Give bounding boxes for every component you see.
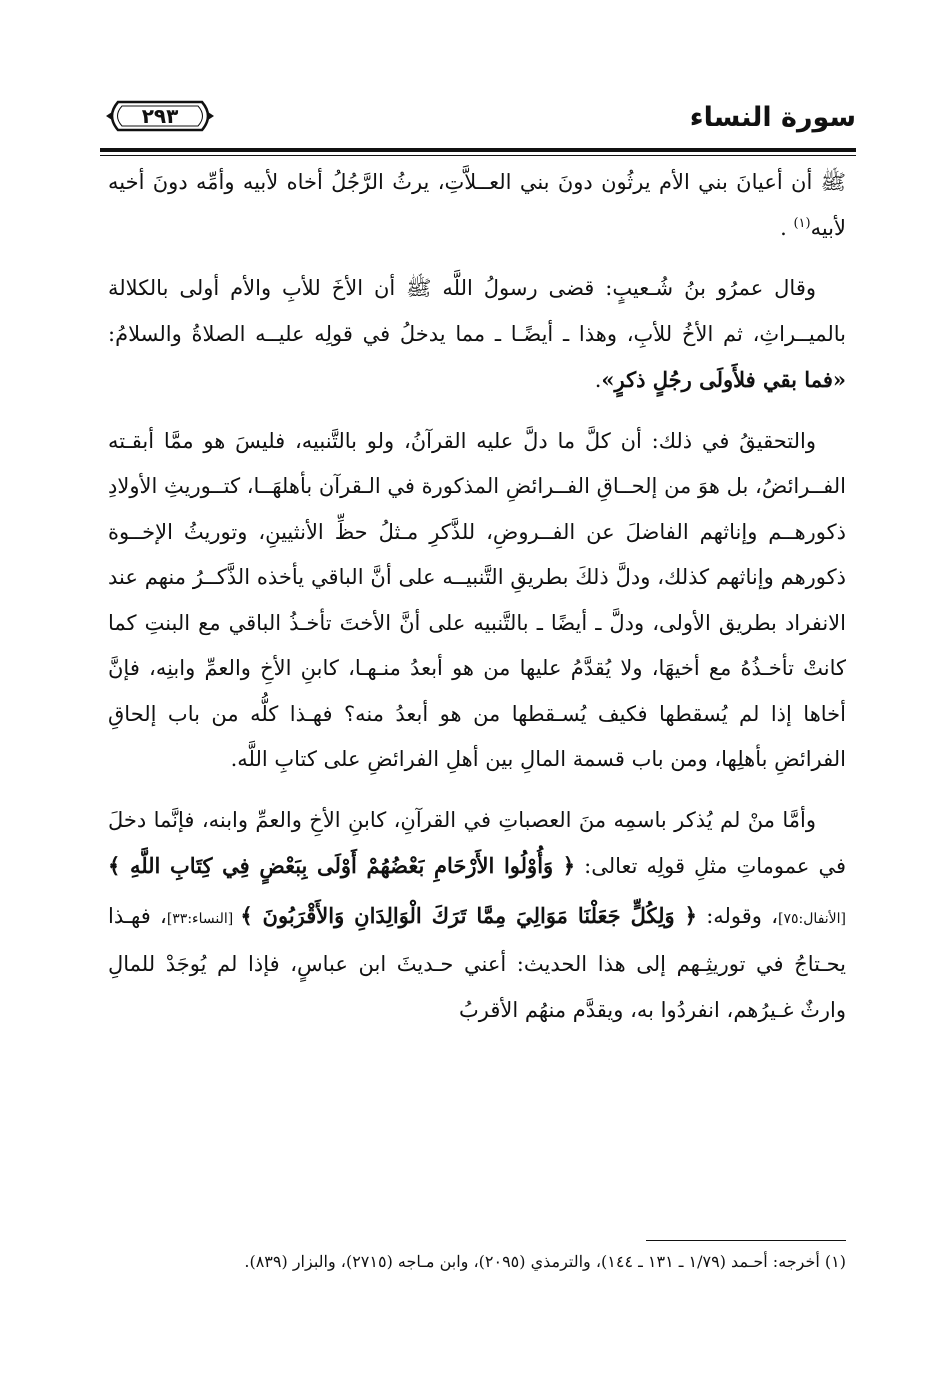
paragraph-2-text: وقال عمرُو بنُ شُـعيبٍ: قضى رسولُ اللَّه ﷺ أن الأخَ للأبِ والأم أولى بالكلالة بالميــراثِ، ثم الأخُ للأبِ، وهذا ـ أيضًـا ـ مما يدخلُ في قولِه عليــه الصلاةُ والسلامُ: [108, 276, 846, 346]
footnote-1: (١) أخرجه: أحـمد (١/٧٩ ـ ١٣١ ـ ١٤٤)، والترمذي (٢٠٩٥)، وابن مـاجه (٢٧١٥)، والبزار (٨٣٩). [244, 1252, 846, 1271]
header-divider-thin [100, 155, 856, 156]
hadith-quote: «فما بقي فلأَولَى رجُلٍ ذكرٍ» [601, 367, 846, 392]
paragraph-2 [108, 266, 846, 404]
paragraph-4 [108, 798, 846, 1034]
paragraph-1-end: . [780, 215, 794, 240]
quran-verse-1: ﴿ وَأُوْلُوا الأَرْحَامِ بَعْضُهُمْ أَوْلَى بِبَعْضٍ فِي كِتَابِ اللَّهِ ﴾ [108, 853, 576, 878]
paragraph-2-end: . [594, 368, 602, 392]
header-divider [100, 148, 856, 152]
paragraph-4-text-a: وأمَّا منْ لم يُذكر باسمِه منَ العصباتِ في القرآنِ، كابنِ الأخِ والعمِّ وابنه، فإنَّما دخلَ في عموماتِ مثلِ قولِه تعالى: [108, 807, 846, 878]
paragraph-1-text: ﷺ أن أعيانَ بني الأم يرثُون دونَ بني العــلاَّتِ، يرثُ الرَّجُلُ أخاه لأبيه وأمِّه دونَ أخيه لأبيه [108, 170, 847, 240]
page-number-ornament [104, 98, 216, 134]
footnotes [108, 1246, 846, 1278]
page-number: ٢٩٣ [141, 104, 179, 128]
paragraph-4-text-c: ، فهـذا يحـتاجُ في توريثِـهم إلى هذا الحديث: أعني حـديثَ ابن عباسٍ، فإذا لم يُوجَدْ للمالِ وارثٌ غـيرُهم، انفردُوا به، ويقدَّم منهُم الأقربُ [108, 903, 846, 1022]
paragraph-3: والتحقيقُ في ذلك: أن كلَّ ما دلَّ عليه القرآنُ، ولو بالتَّنبيه، فليسَ هو ممَّا أبقـته الفــرائضُ، بل هوَ من إلحــاقِ الفــرائضِ المذكورة في الـقرآن بأهلهَــا، كتــوريثِ الأولادِ ذكورهــم وإناثهم الفاضلَ عن الفــروضِ، للذَّكرِ مـثلُ حظِّ الأنثيينِ، وتوريثُ الإخــوة ذكورهم وإناثهم كذلك، ودلَّ ذلكَ بطريقِ التَّنبيــه على أنَّ الباقي يأخذه الذَّكــرُ منهم عند الانفراد بطريق الأولى، ودلَّ ـ أيضًا ـ بالتَّنبيه على أنَّ الأختَ تأخـذُ الباقي مع البنتِ كما كانتْ تأخـذُهُ مع أخيهَا، ولا يُقدَّمُ عليها من هو أبعدُ منـهـا، كابنِ الأخِ والعمِّ وابنِه، فإنَّ أخاها إذا لم يُسقطها فكيف يُسـقطها من هو أبعدُ منه؟ فهـذا كلُّه من باب إلحاقِ الفرائضِ بأهلِها، ومن باب قسمة المالِ بين أهلِ الفرائضِ على كتابِ اللَّه. [108, 428, 846, 771]
paragraph-1 [108, 160, 846, 251]
verse-reference-2: [النساء:٣٣] [166, 910, 241, 927]
surah-title: سورة النساء [689, 102, 856, 133]
verse-reference-1: [الأنفال:٧٥] [778, 910, 847, 927]
quran-verse-2: ﴿ وَلِكُلٍّ جَعَلْنَا مَوَالِيَ مِمَّا تَرَكَ الْوَالِدَانِ وَالأَقْرَبُونَ ﴾ [240, 902, 697, 928]
footnote-ref-1[interactable]: (١) [793, 215, 811, 231]
footnote-divider [646, 1240, 846, 1241]
page-header [100, 92, 856, 144]
main-text [108, 160, 846, 1048]
paragraph-4-text-b: ، وقوله: [696, 903, 779, 928]
